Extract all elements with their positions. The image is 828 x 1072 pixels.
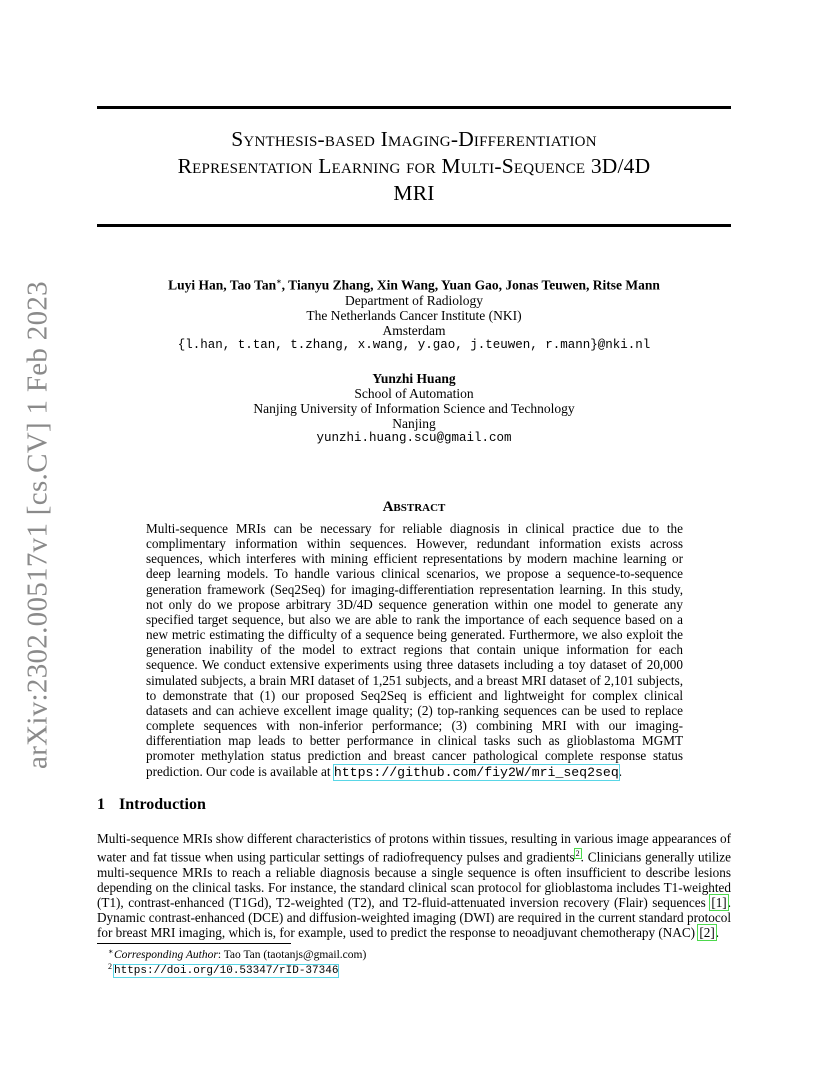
title-line-1: Synthesis-based Imaging-Differentiation: [231, 127, 597, 151]
abstract-text: Multi-sequence MRIs can be necessary for reliable diagnosis in clinical practice due to the complimentary information within sequences. However, redundant information exists across sequences, which interferes with mining efficient representations by modern machine learning or deep learning models. To handle various clinical scenarios, we propose a sequence-to-sequence generation framework (Seq2Seq) for imaging-differentiation representation learning. In this study, not only do we propose arbitrary 3D/4D sequence generation within one model to generate any specified target sequence, but also we are able to rank the importance of each sequence based on a new metric estimating the difficulty of a sequence being generated. Furthermore, we also exploit the generation inability of the model to extract regions that contain unique information for each sequence. We conduct extensive experiments using three datasets including a toy dataset of 20,000 simulated subjects, a brain MRI dataset of 1,251 subjects, and a breast MRI dataset of 2,101 subjects, to demonstrate that (1) our proposed Seq2Seq is efficient and lightweight for complex clinical datasets and can achieve excellent image quality; (2) top-ranking sequences can be used to replace complete sequences with non-inferior performance; (3) combining MRI with our imaging-differentiation map leads to better performance in clinical tasks such as glioblastoma MGMT promoter methylation status prediction and breast cancer pathological complete response status prediction. Our code is available at https://github.com/fiy2W/mri_seq2seq.: [146, 521, 683, 780]
author-list: Luyi Han, Tao Tan∗, Tianyu Zhang, Xin Wang, Yuan Gao, Jonas Teuwen, Ritse Mann: [168, 277, 660, 293]
code-link[interactable]: https://github.com/fiy2W/mri_seq2seq: [333, 764, 619, 780]
citation-link[interactable]: [2]: [699, 925, 715, 941]
footnote-ref[interactable]: 2: [575, 849, 580, 859]
intro-paragraph: Multi-sequence MRIs show different characteristics of protons within tissues, resulting in various image appearances of water and fat tissue when using particular settings of radiofrequency pulses and gradients$^2$. Clinicians generally utilize multi-sequence MRIs to reach a reliable diagnosis because a single sequence is often insufficient to describe lesions depending on the clinical tasks. For instance, the standard clinical scan protocol for glioblastoma includes T1-weighted (T1), contrast-enhanced (T1Gd), T2-weighted (T2), and T2-fluid-attenuated inversion recovery (Flair) sequences [1]. Dynamic contrast-enhanced (DCE) and diffusion-weighted imaging (DWI) are required in the current standard protocol for breast MRI imaging, which is, for example, used to predict the response to neoadjuvant chemotherapy (NAC) [2].: [97, 831, 731, 941]
section-heading: [97, 796, 206, 814]
city: Amsterdam: [382, 322, 446, 338]
arxiv-identifier: [18, 281, 58, 769]
footnote-rule: [97, 943, 291, 944]
university: Nanjing University of Information Science and Technology: [253, 401, 575, 416]
abstract-heading: Abstract: [382, 499, 446, 515]
section-title: Introduction: [119, 796, 206, 813]
section-number: 1: [97, 796, 105, 813]
school: School of Automation: [354, 386, 474, 401]
citation-link[interactable]: [1]: [711, 895, 727, 911]
author-email: yunzhi.huang.scu@gmail.com: [316, 431, 512, 445]
department: Department of Radiology: [345, 292, 483, 308]
title-line-3: MRI: [393, 181, 435, 205]
paper-title: [97, 126, 731, 207]
arxiv-identifier-text: arXiv:2302.00517v1 [cs.CV] 1 Feb 2023: [21, 281, 54, 769]
author-name: Yunzhi Huang: [372, 371, 456, 386]
author-emails: {l.han, t.tan, t.zhang, x.wang, y.gao, j.teuwen, r.mann}@nki.nl: [177, 337, 651, 352]
title-rule-bottom: [97, 224, 731, 227]
affiliation-block-1: [97, 274, 731, 353]
affiliation-block-2: [97, 371, 731, 446]
doi-link[interactable]: https://doi.org/10.53347/rID-37346: [114, 965, 339, 977]
title-line-2: Representation Learning for Multi-Sequence 3D/4D: [177, 154, 651, 178]
title-rule-top: [97, 106, 731, 109]
city: Nanjing: [392, 416, 436, 431]
footnote-2: 2 https://doi.org/10.53347/rID-37346: [108, 962, 339, 977]
institute: The Netherlands Cancer Institute (NKI): [306, 307, 522, 323]
footnote-1: ∗ Corresponding Author: Tao Tan (taotanjs@gmail.com): [108, 947, 367, 961]
